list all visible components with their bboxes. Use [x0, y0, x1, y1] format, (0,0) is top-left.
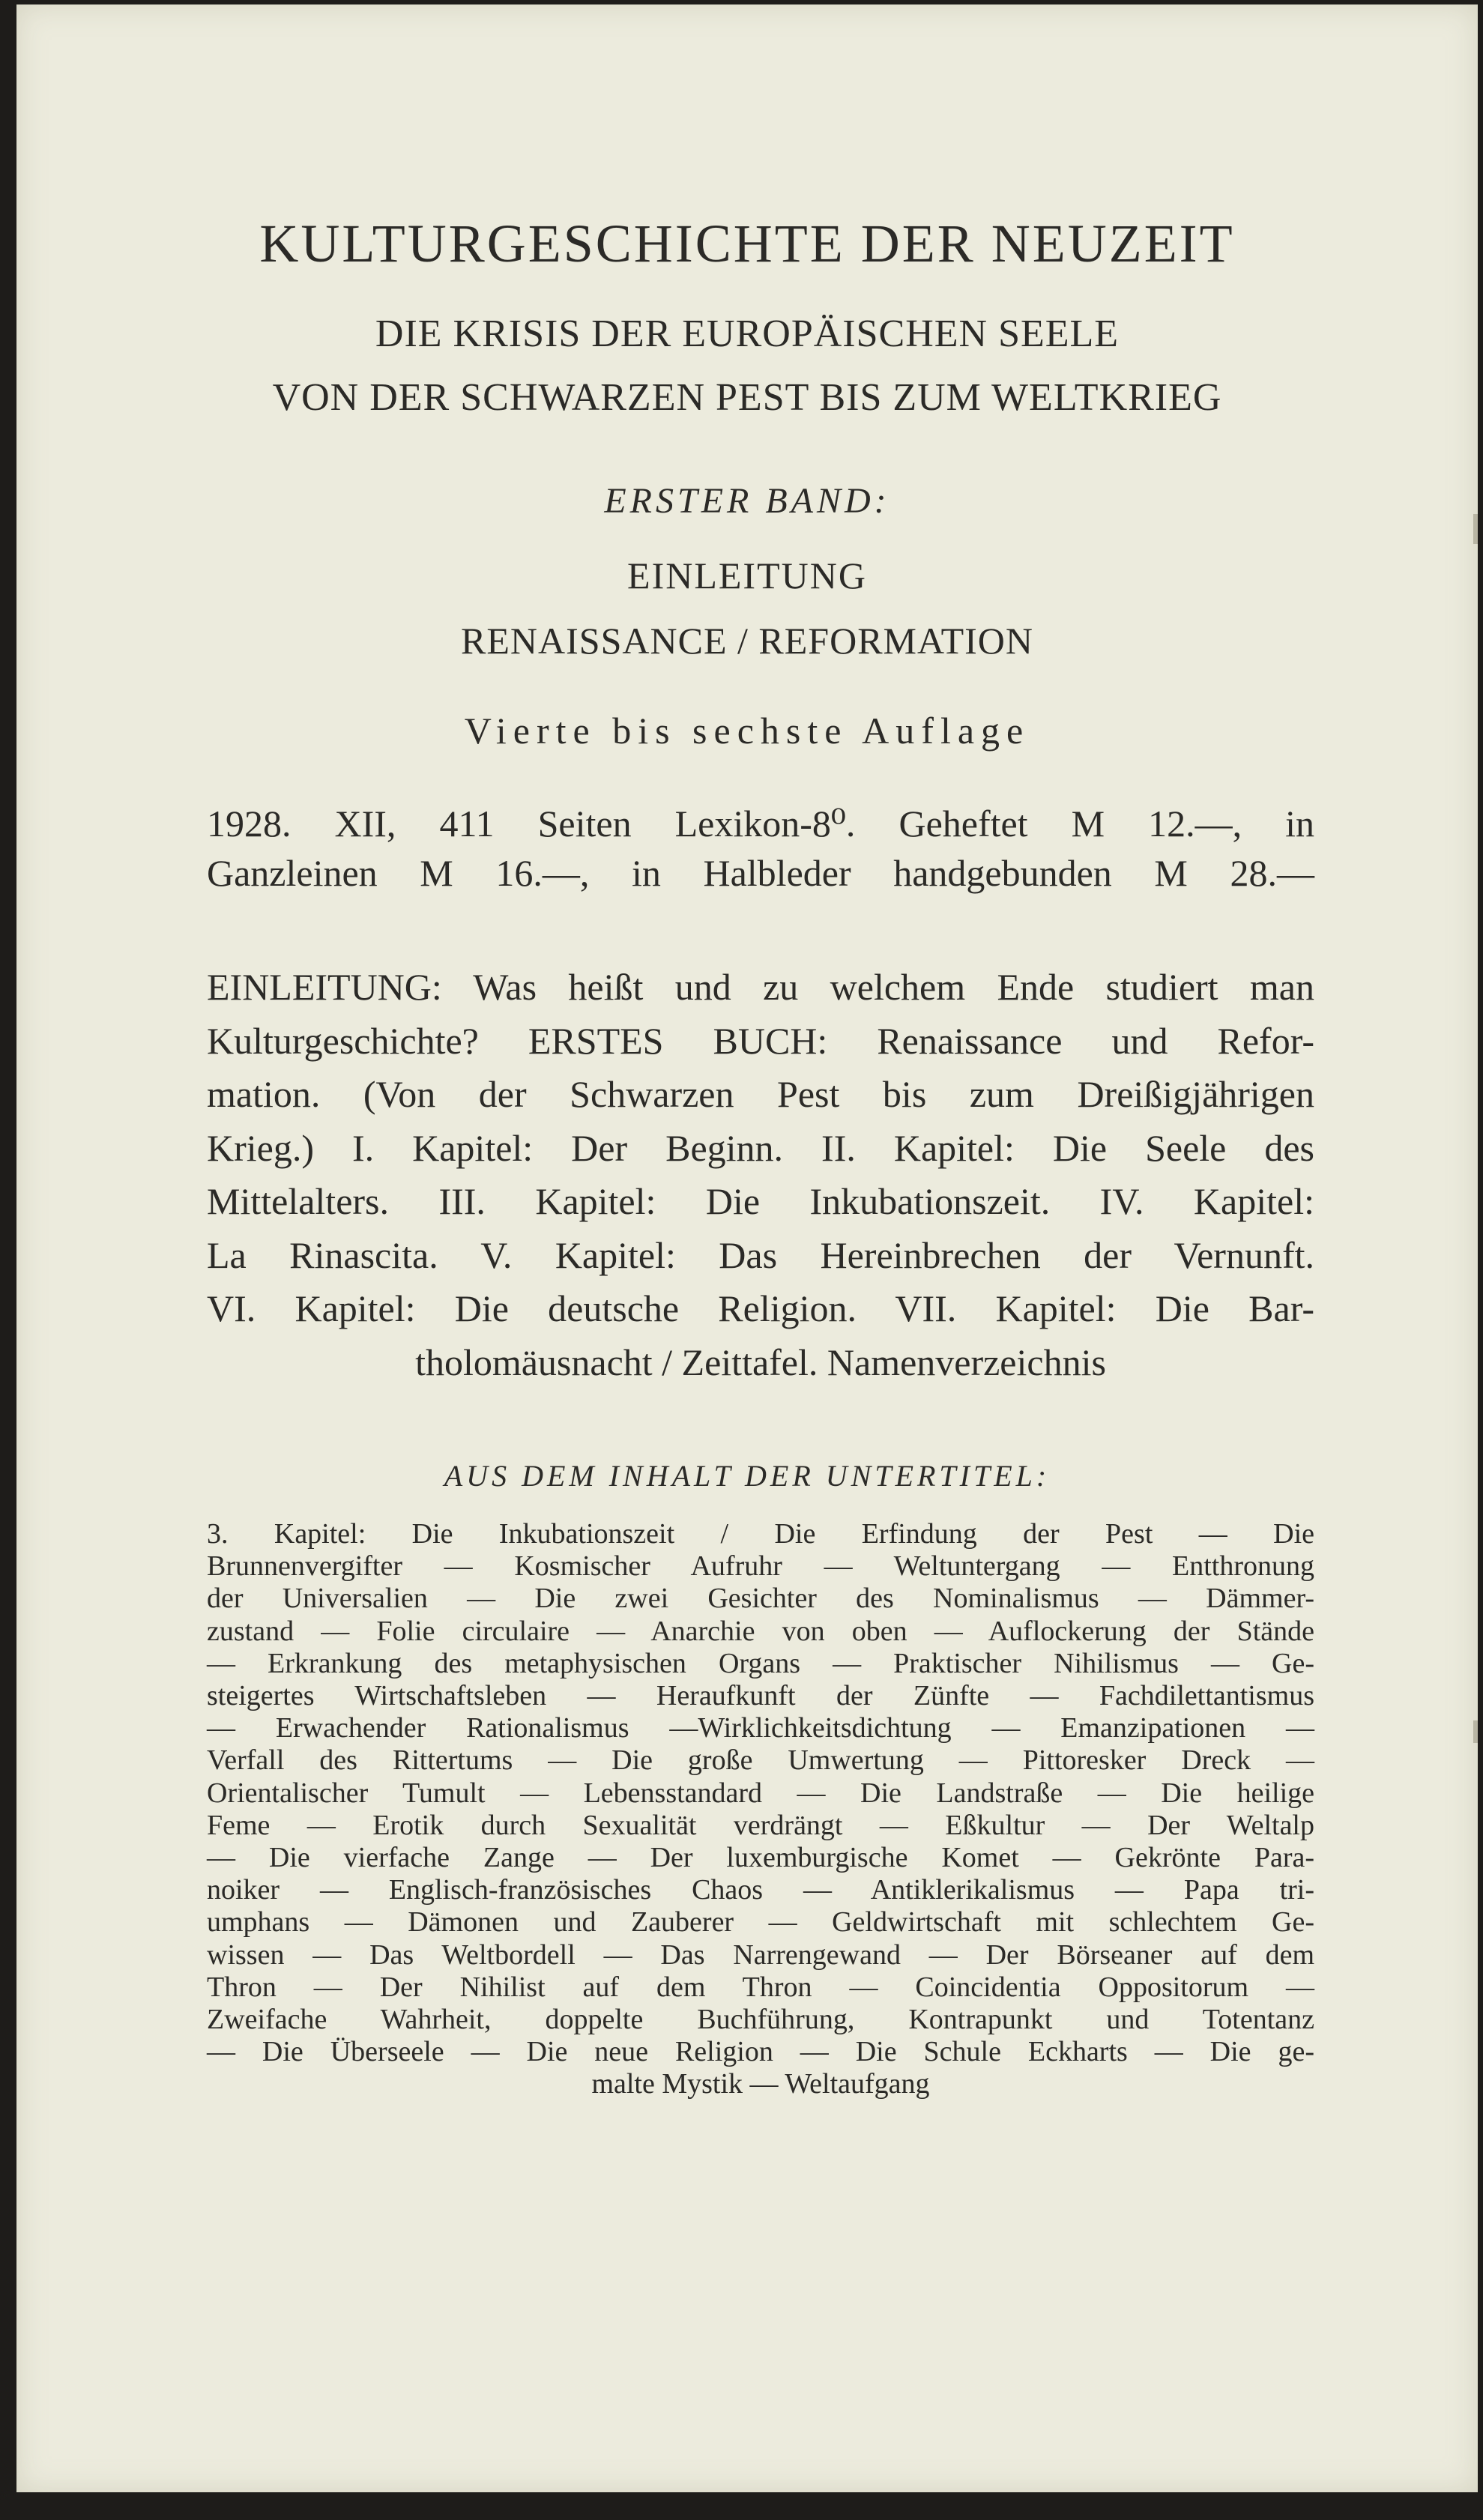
subtitle-line-2: VON DER SCHWARZEN PEST BIS ZUM WELTKRIEG	[272, 376, 1222, 419]
subtitles-line: noiker — Englisch-französisches Chaos — Antiklerikalismus — Papa tri-	[207, 1874, 1314, 1906]
volume-heading: ERSTER BAND:	[604, 481, 890, 521]
part-einleitung: EINLEITUNG	[627, 555, 867, 596]
contents-line: Mittelalters. III. Kapitel: Die Inkubationszeit. IV. Kapitel:	[207, 1180, 1314, 1222]
part-renaissance-reformation: RENAISSANCE / REFORMATION	[461, 620, 1033, 662]
contents-line: La Rinascita. V. Kapitel: Das Hereinbrechen der Vernunft.	[207, 1233, 1314, 1276]
publication-details	[207, 799, 1314, 898]
subtitles-line: — Die Überseele — Die neue Religion — Die Schule Eckharts — Die ge-	[207, 2036, 1314, 2068]
subtitles-line: zustand — Folie circulaire — Anarchie von oben — Auflockerung der Stände	[207, 1615, 1314, 1647]
subtitles-line: malte Mystik — Weltaufgang	[591, 2068, 930, 2100]
subtitles-paragraph	[207, 1518, 1314, 2101]
publication-line: 1928. XII, 411 Seiten Lexikon-8⁰. Geheftet M 12.—, in	[207, 803, 1314, 844]
subtitles-line: — Erkrankung des metaphysischen Organs — Praktischer Nihilismus — Ge-	[207, 1647, 1314, 1679]
page-edge-mark	[1473, 514, 1478, 544]
contents-line: Kulturgeschichte? ERSTES BUCH: Renaissance und Refor-	[207, 1019, 1314, 1062]
subtitles-line: steigertes Wirtschaftsleben — Heraufkunft der Zünfte — Fachdilettantismus	[207, 1680, 1314, 1712]
book-title: KULTURGESCHICHTE DER NEUZEIT	[259, 214, 1235, 274]
subtitles-line: Verfall des Rittertums — Die große Umwertung — Pittoresker Dreck —	[207, 1744, 1314, 1777]
subtitles-line: — Erwachender Rationalismus —Wirklichkeitsdichtung — Emanzipationen —	[207, 1712, 1314, 1744]
page-edge-mark	[1473, 1720, 1478, 1743]
contents-paragraph	[207, 961, 1314, 1389]
subtitles-line: Brunnenvergifter — Kosmischer Aufruhr — Weltuntergang — Entthronung	[207, 1550, 1314, 1583]
contents-line: mation. (Von der Schwarzen Pest bis zum Dreißigjährigen	[207, 1073, 1314, 1115]
contents-line: tholomäusnacht / Zeittafel. Namenverzeichnis	[415, 1341, 1106, 1383]
subtitles-line: Feme — Erotik durch Sexualität verdrängt — Eßkultur — Der Weltalp	[207, 1809, 1314, 1841]
subtitles-line: umphans — Dämonen und Zauberer — Geldwirtschaft mit schlechtem Ge-	[207, 1906, 1314, 1939]
subtitles-line: — Die vierfache Zange — Der luxemburgische Komet — Gekrönte Para-	[207, 1842, 1314, 1874]
subtitles-line: Orientalischer Tumult — Lebensstandard — Die Landstraße — Die heilige	[207, 1777, 1314, 1809]
publication-line: Ganzleinen M 16.—, in Halbleder handgebunden M 28.—	[207, 852, 1314, 894]
subtitle-line-1: DIE KRISIS DER EUROPÄISCHEN SEELE	[375, 312, 1120, 355]
contents-line: VI. Kapitel: Die deutsche Religion. VII. Kapitel: Die Bar-	[207, 1287, 1314, 1329]
subtitles-line: 3. Kapitel: Die Inkubationszeit / Die Erfindung der Pest — Die	[207, 1518, 1314, 1550]
subtitles-line: Thron — Der Nihilist auf dem Thron — Coincidentia Oppositorum —	[207, 1971, 1314, 2003]
document-page	[16, 4, 1478, 2492]
subtitles-line: der Universalien — Die zwei Gesichter des Nominalismus — Dämmer-	[207, 1583, 1314, 1615]
subtitles-line: wissen — Das Weltbordell — Das Narrengewand — Der Börseaner auf dem	[207, 1939, 1314, 1971]
edition-note: Vierte bis sechste Auflage	[464, 710, 1030, 752]
subtitles-heading: AUS DEM INHALT DER UNTERTITEL:	[444, 1459, 1051, 1493]
subtitles-line: Zweifache Wahrheit, doppelte Buchführung, Kontrapunkt und Totentanz	[207, 2004, 1314, 2036]
contents-line: EINLEITUNG: Was heißt und zu welchem Ende studiert man	[207, 966, 1314, 1008]
contents-line: Krieg.) I. Kapitel: Der Beginn. II. Kapitel: Die Seele des	[207, 1126, 1314, 1169]
